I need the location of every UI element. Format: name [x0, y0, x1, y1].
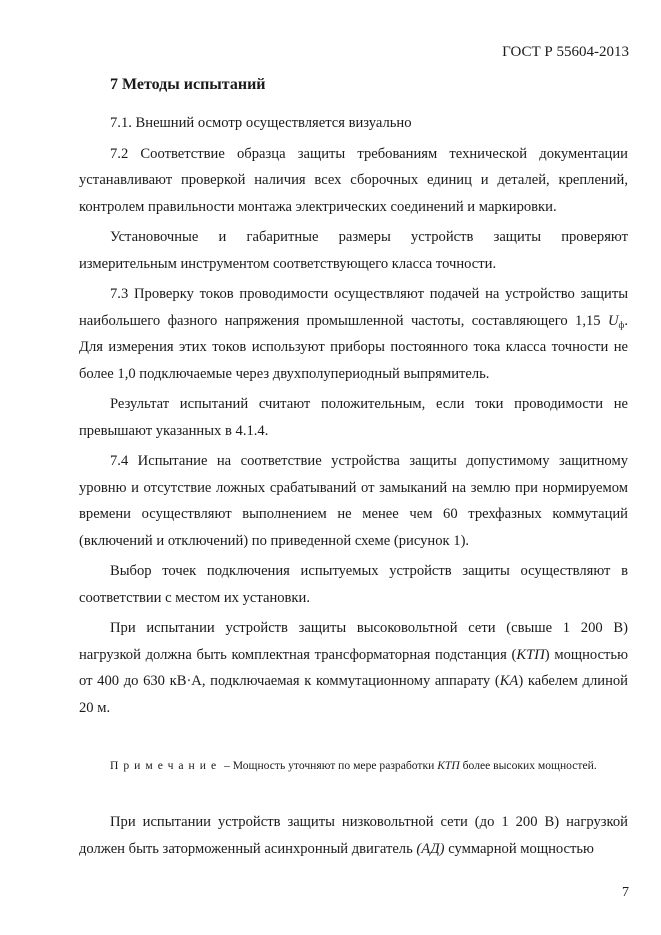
paragraph-dimensions: Установочные и габаритные размеры устройств защиты проверяют измерительным инструментом соответствующего класса точности. [79, 229, 628, 272]
note-label: Примечание [110, 759, 222, 772]
paragraph-7-2: 7.2 Соответствие образца защиты требованиям технической документации устанавливают проверкой наличия всех сборочных единиц и деталей, креплений, контролем правильности монтажа электрических соединений и маркировки. [79, 145, 628, 215]
ka-abbr: КА [499, 673, 519, 689]
p73-text-before: 7.3 Проверку токов проводимости осуществляют подачей на устройство защиты наибольшего фазного напряжения промышленной частоты, составляющего 1,15 [79, 286, 628, 329]
paragraph-7-3 [79, 281, 628, 387]
hv-text-3: ) кабелем длиной 20 м. [79, 673, 628, 716]
ktp-abbr: КТП [516, 646, 545, 663]
paragraph-low-voltage [79, 809, 628, 862]
paragraph-high-voltage [79, 615, 628, 721]
page-number: 7 [622, 885, 629, 900]
voltage-subscript: ф [618, 319, 625, 330]
page-content [79, 110, 628, 862]
note [79, 755, 628, 777]
note-text-after: более высоких мощностей. [459, 759, 597, 772]
section-title: 7 Методы испытаний [110, 76, 266, 93]
lv-text-after: суммарной мощностью [444, 840, 594, 857]
lv-text-before: При испытании устройств защиты низковольтной сети (до 1 200 В) нагрузкой должен быть заторможенный асинхронный двигатель [79, 814, 628, 857]
voltage-symbol: U [607, 312, 619, 329]
p73-text-after: . Для измерения этих токов используют приборы постоянного тока класса точности не более 1,0 подключаемые через двухполупериодный выпрямитель. [79, 312, 628, 382]
standard-header: ГОСТ Р 55604-2013 [502, 44, 629, 60]
paragraph-7-4: 7.4 Испытание на соответствие устройства защиты допустимому защитному уровню и отсутствие ложных срабатываний от замыканий на землю при нормируемом времени осуществляют выполнением не менее чем 60 трехфазных коммутаций (включений и отключений) по приведенной схеме (рисунок 1). [79, 453, 628, 549]
paragraph-connection-points: Выбор точек подключения испытуемых устройств защиты осуществляют в соответствии с местом их установки. [79, 563, 628, 606]
paragraph-7-1: 7.1. Внешний осмотр осуществляется визуально [110, 115, 412, 131]
ad-abbr: (АД) [416, 840, 445, 857]
paragraph-result: Результат испытаний считают положительным, если токи проводимости не превышают указанных в 4.1.4. [79, 396, 628, 439]
hv-text-2: ) мощностью от 400 до 630 кВ·А, подключаемая к коммутационному аппарату ( [79, 646, 628, 689]
note-ktp-abbr: КТП [437, 759, 460, 772]
note-text: – Мощность уточняют по мере разработки [221, 759, 438, 772]
hv-text-1: При испытании устройств защиты высоковольтной сети (свыше 1 200 В) нагрузкой должна быть комплектная трансформаторная подстанция ( [79, 620, 628, 663]
